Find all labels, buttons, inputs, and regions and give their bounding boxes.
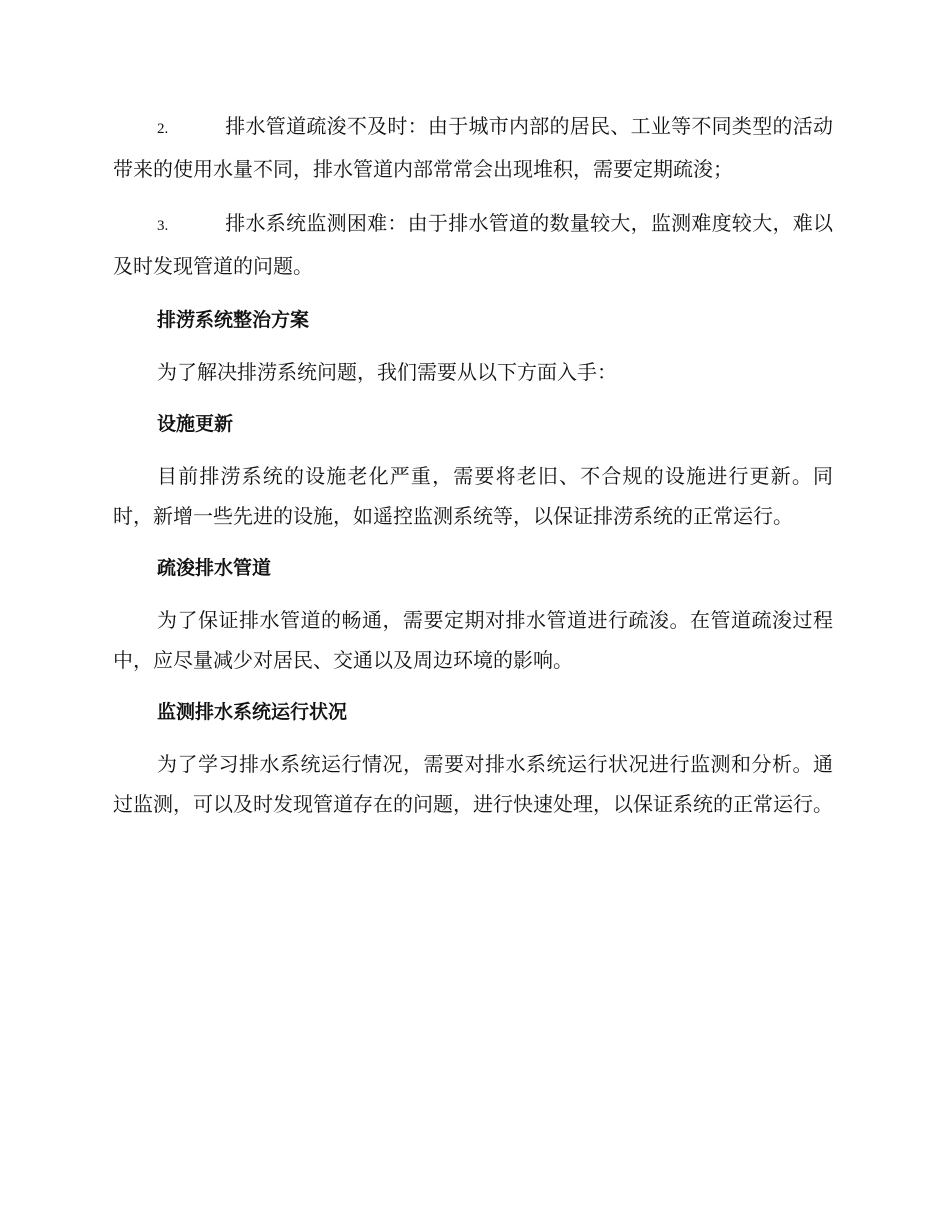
list-number: 3.	[157, 218, 169, 234]
monitoring-paragraph: 为了学习排水系统运行情况，需要对排水系统运行状况进行监测和分析。通过监测，可以及时发现管道存在的问题，进行快速处理，以保证系统的正常运行。	[113, 752, 833, 816]
list-item-text: 排水系统监测困难：由于排水管道的数量较大，监测难度较大，难以及时发现管道的问题。	[113, 211, 833, 278]
facility-paragraph: 目前排涝系统的设施老化严重，需要将老旧、不合规的设施进行更新。同时，新增一些先进的设施，如遥控监测系统等，以保证排涝系统的正常运行。	[113, 464, 833, 528]
monitoring-heading: 监测排水系统运行状况	[157, 701, 348, 723]
plan-intro-paragraph: 为了解决排涝系统问题，我们需要从以下方面入手：	[157, 360, 617, 384]
document-body	[113, 106, 833, 836]
dredging-heading: 疏浚排水管道	[157, 557, 272, 579]
list-item-text: 排水管道疏浚不及时：由于城市内部的居民、工业等不同类型的活动带来的使用水量不同，排水管道内部常常会出现堆积，需要定期疏浚；	[113, 114, 833, 181]
list-number: 2.	[157, 121, 169, 137]
list-item-3	[113, 203, 833, 286]
plan-heading: 排涝系统整治方案	[157, 309, 310, 331]
facility-heading: 设施更新	[157, 413, 234, 435]
list-item-2	[113, 106, 833, 189]
dredging-paragraph: 为了保证排水管道的畅通，需要定期对排水管道进行疏浚。在管道疏浚过程中，应尽量减少对居民、交通以及周边环境的影响。	[113, 608, 833, 672]
